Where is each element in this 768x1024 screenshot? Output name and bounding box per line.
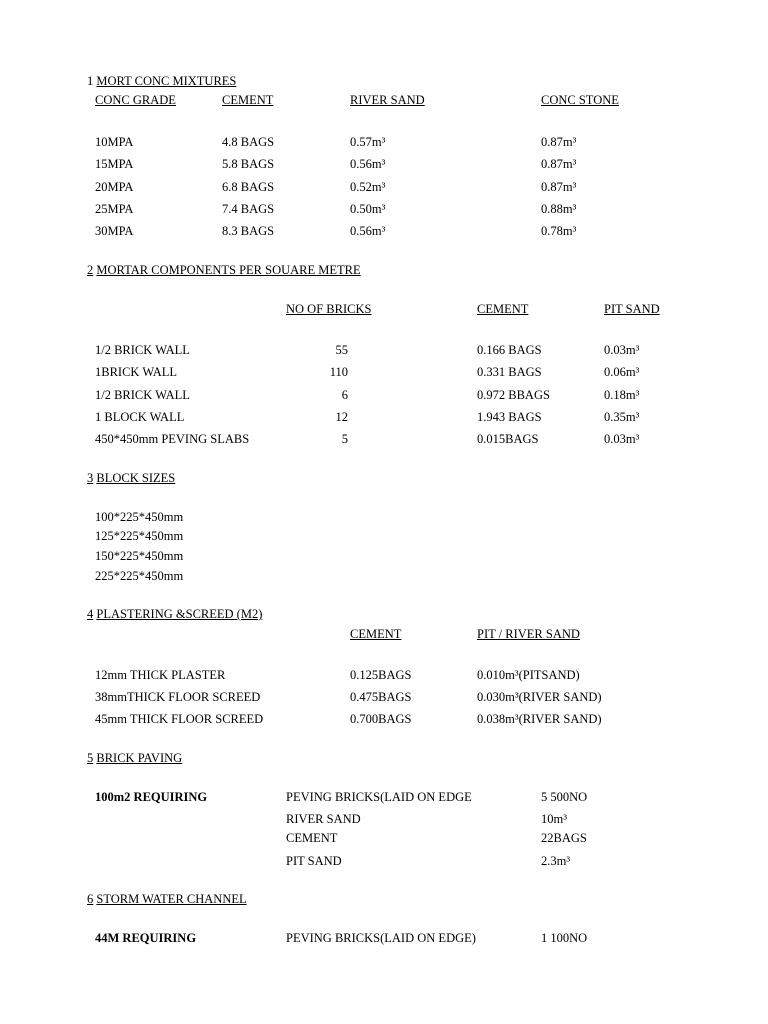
s2-cell: 0.18m³ xyxy=(604,388,640,402)
s3-item: 125*225*450mm xyxy=(95,529,184,543)
s2-cell: 55 xyxy=(335,343,348,357)
s4-cell: 0.030m³(RIVER SAND) xyxy=(477,690,602,704)
section-5-number: 5 xyxy=(87,751,94,765)
section-1-heading xyxy=(87,75,236,88)
s1-cell: 0.56m³ xyxy=(350,157,386,171)
s5-item: PEVING BRICKS(LAID ON EDGE xyxy=(286,790,472,804)
section-1-title: MORT CONC MIXTURES xyxy=(96,74,237,88)
s1-cell: 0.78m³ xyxy=(541,224,577,238)
s1-header-cement: CEMENT xyxy=(222,93,274,107)
s1-cell: 0.88m³ xyxy=(541,202,577,216)
s2-cell: 1/2 BRICK WALL xyxy=(95,343,190,357)
section-4-number: 4 xyxy=(87,607,94,621)
s1-cell: 7.4 BAGS xyxy=(222,202,275,216)
s1-cell: 0.52m³ xyxy=(350,180,386,194)
section-3-number: 3 xyxy=(87,471,94,485)
s2-cell: 110 xyxy=(329,365,348,379)
s2-cell: 0.972 BBAGS xyxy=(477,388,550,402)
s4-cell: 12mm THICK PLASTER xyxy=(95,668,226,682)
s5-item: PIT SAND xyxy=(286,854,342,868)
s3-item: 225*225*450mm xyxy=(95,569,184,583)
s1-cell: 25MPA xyxy=(95,202,134,216)
section-4-title: PLASTERING &SCREED (M2) xyxy=(96,607,263,621)
section-2-title: MORTAR COMPONENTS PER SOUARE METRE xyxy=(96,263,361,277)
s1-cell: 30MPA xyxy=(95,224,134,238)
s2-cell: 5 xyxy=(341,432,348,446)
s6-qty: 1 100NO xyxy=(541,931,588,945)
s2-cell: 1 BLOCK WALL xyxy=(95,410,185,424)
s5-qty: 5 500NO xyxy=(541,790,588,804)
s2-header-pit-sand: PIT SAND xyxy=(604,302,660,316)
s5-requirement: 100m2 REQUIRING xyxy=(95,790,208,804)
section-3-heading xyxy=(87,472,175,485)
section-1-number: 1 xyxy=(87,74,94,88)
s1-cell: 5.8 BAGS xyxy=(222,157,275,171)
section-5-heading xyxy=(87,752,182,765)
s6-item: PEVING BRICKS(LAID ON EDGE) xyxy=(286,931,476,945)
s2-cell: 12 xyxy=(335,410,348,424)
s1-header-river-sand: RIVER SAND xyxy=(350,93,425,107)
s5-qty: 22BAGS xyxy=(541,831,587,845)
section-3-title: BLOCK SIZES xyxy=(96,471,176,485)
s2-cell: 0.35m³ xyxy=(604,410,640,424)
s4-cell: 0.125BAGS xyxy=(350,668,412,682)
s2-cell: 0.03m³ xyxy=(604,343,640,357)
section-6-title: STORM WATER CHANNEL xyxy=(96,892,247,906)
s4-cell: 0.038m³(RIVER SAND) xyxy=(477,712,602,726)
s4-cell: 45mm THICK FLOOR SCREED xyxy=(95,712,264,726)
section-2-heading xyxy=(87,264,361,277)
s1-cell: 0.50m³ xyxy=(350,202,386,216)
s1-cell: 20MPA xyxy=(95,180,134,194)
s1-cell: 8.3 BAGS xyxy=(222,224,275,238)
s2-cell: 0.015BAGS xyxy=(477,432,539,446)
s2-header-no-of-bricks: NO OF BRICKS xyxy=(286,302,372,316)
s6-requirement: 44M REQUIRING xyxy=(95,931,197,945)
s1-cell: 0.56m³ xyxy=(350,224,386,238)
s1-cell: 4.8 BAGS xyxy=(222,135,275,149)
section-6-number: 6 xyxy=(87,892,94,906)
s1-cell: 0.57m³ xyxy=(350,135,386,149)
s2-cell: 1/2 BRICK WALL xyxy=(95,388,190,402)
s4-cell: 0.475BAGS xyxy=(350,690,412,704)
section-4-heading xyxy=(87,608,262,621)
s5-qty: 2.3m³ xyxy=(541,854,571,868)
s1-cell: 0.87m³ xyxy=(541,157,577,171)
s1-header-conc-grade: CONC GRADE xyxy=(95,93,176,107)
s1-cell: 10MPA xyxy=(95,135,134,149)
s1-cell: 15MPA xyxy=(95,157,134,171)
s4-header-cement: CEMENT xyxy=(350,627,402,641)
s3-item: 100*225*450mm xyxy=(95,510,184,524)
s5-item: CEMENT xyxy=(286,831,338,845)
s4-cell: 38mmTHICK FLOOR SCREED xyxy=(95,690,261,704)
section-5-title: BRICK PAVING xyxy=(96,751,183,765)
s5-qty: 10m³ xyxy=(541,812,567,826)
s5-item: RIVER SAND xyxy=(286,812,361,826)
s1-header-conc-stone: CONC STONE xyxy=(541,93,619,107)
s2-cell: 0.03m³ xyxy=(604,432,640,446)
s2-cell: 1.943 BAGS xyxy=(477,410,542,424)
s4-header-pit-river-sand: PIT / RIVER SAND xyxy=(477,627,580,641)
s2-cell: 6 xyxy=(341,388,348,402)
s1-cell: 6.8 BAGS xyxy=(222,180,275,194)
s1-cell: 0.87m³ xyxy=(541,180,577,194)
s2-cell: 1BRICK WALL xyxy=(95,365,178,379)
s3-item: 150*225*450mm xyxy=(95,549,184,563)
s2-cell: 0.06m³ xyxy=(604,365,640,379)
s4-cell: 0.700BAGS xyxy=(350,712,412,726)
s2-cell: 0.166 BAGS xyxy=(477,343,542,357)
s1-cell: 0.87m³ xyxy=(541,135,577,149)
s4-cell: 0.010m³(PITSAND) xyxy=(477,668,580,682)
section-2-number: 2 xyxy=(87,263,94,277)
s2-cell: 450*450mm PEVING SLABS xyxy=(95,432,250,446)
s2-header-cement: CEMENT xyxy=(477,302,529,316)
s2-cell: 0.331 BAGS xyxy=(477,365,542,379)
section-6-heading xyxy=(87,893,247,906)
